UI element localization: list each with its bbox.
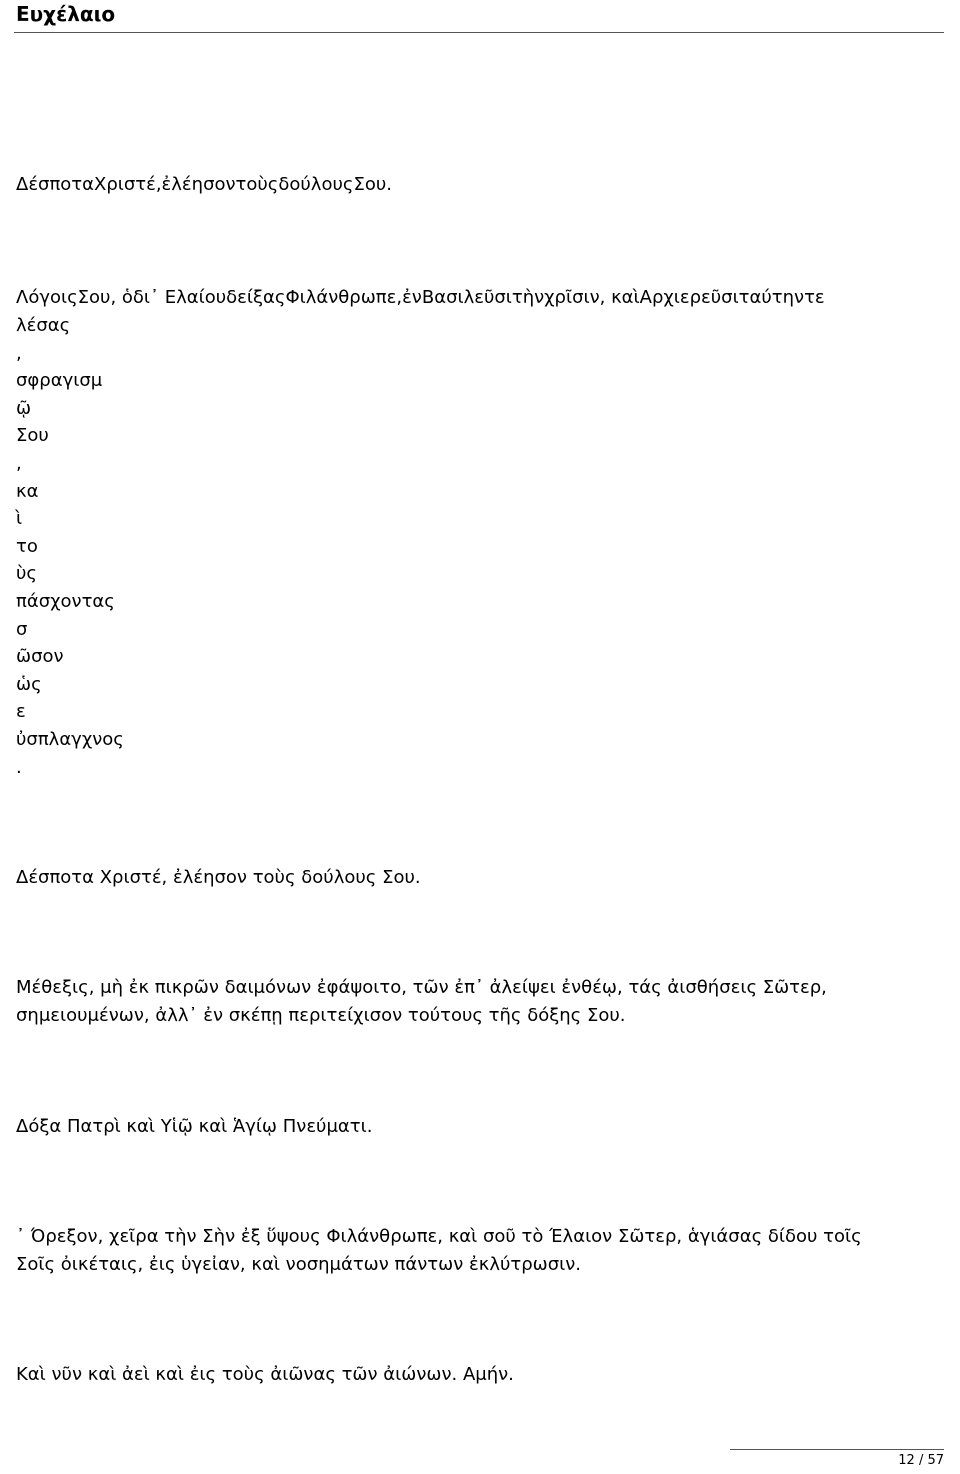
prayer-line-6a: ᾽ Όρεξον, χεῖρα τὴν Σὴν ἐξ ὕψους Φιλάνθρωπε, καὶ σοῦ τὸ Έλαιον Σῶτερ, ἁγιάσας δίδου τοῖς [16, 1226, 862, 1247]
stack-fragment: ὶ [16, 508, 23, 530]
prayer-line-3: Δέσποτα Χριστέ, ἐλέησον τοὺς δούλους Σου. [16, 867, 421, 888]
broken-word-stack [16, 312, 124, 781]
stack-fragment: ὺς [16, 563, 37, 585]
prayer-line-4a: Μέθεξις, μὴ ἐκ πικρῶν δαιμόνων ἐφάψοιτο, τῶν ἐπ᾽ ἀλείψει ἐνθέῳ, τάς ἀισθήσεις Σῶτερ, [16, 977, 827, 998]
stack-fragment: το [16, 535, 38, 557]
stack-fragment: σφραγισμ [16, 370, 103, 392]
stack-fragment: πάσχοντας [16, 590, 115, 612]
stack-fragment: , [16, 452, 22, 474]
document-title: Ευχέλαιο [16, 2, 116, 26]
prayer-line-6b: Σοῖς ὀικέταις, ἐις ὑγεἰαν, καὶ νοσημάτων πάντων ἐκλύτρωσιν. [16, 1254, 581, 1275]
header-divider [14, 32, 944, 33]
stack-fragment: ῷ [16, 397, 32, 419]
stack-fragment: . [16, 756, 22, 778]
stack-fragment: ε [16, 701, 26, 723]
prayer-line-5: Δόξα Πατρὶ καὶ Υἱῷ καὶ Ἁγίῳ Πνεύματι. [16, 1116, 373, 1137]
stack-fragment: ὐσπλαγχνος [16, 728, 124, 750]
stack-fragment: κα [16, 480, 39, 502]
stack-fragment: σ [16, 618, 28, 640]
prayer-line-2: ΛόγοιςΣου, ὁδι᾽ ΕλαίουδείξαςΦιλάνθρωπε,ἐνΒασιλεῦσιτὴνχρῖσιν, καὶΑρχιερεῦσιταύτηντε [16, 287, 825, 308]
stack-fragment: , [16, 342, 22, 364]
footer-divider [730, 1449, 944, 1450]
prayer-line-7: Καὶ νῦν καὶ ἀεὶ καὶ ἐις τοὺς ἀιῶνας τῶν ἀιώνων. Αμήν. [16, 1364, 514, 1385]
stack-fragment: λέσας [16, 315, 71, 336]
stack-fragment: ῶσον [16, 646, 64, 668]
prayer-line-1: ΔέσποταΧριστέ,ἐλέησοντοὺςδούλουςΣου. [16, 174, 392, 195]
prayer-line-4b: σημειουμένων, ἀλλ᾽ ἐν σκέπῃ περιτείχισον τούτους τῆς δόξης Σου. [16, 1005, 626, 1026]
stack-fragment: Σου [16, 425, 49, 447]
stack-fragment: ὡς [16, 673, 42, 695]
page-number: 12 / 57 [898, 1453, 944, 1468]
